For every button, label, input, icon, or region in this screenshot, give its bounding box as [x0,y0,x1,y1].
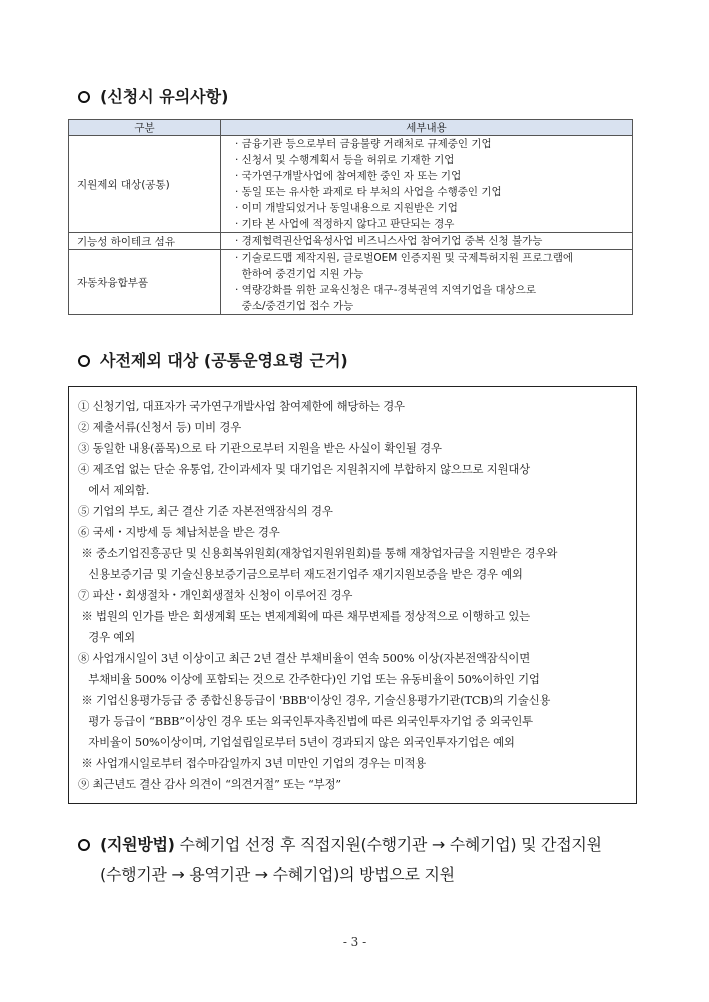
row-category: 자동차융합부품 [69,250,221,315]
exclusion-line: ③ 동일한 내용(품목)으로 타 기관으로부터 지원을 받은 사실이 확인될 경우 [78,441,442,455]
table-header-row [69,120,633,136]
exclusion-line: ② 제출서류(신청서 등) 미비 경우 [78,420,242,434]
notice-table [68,119,633,315]
exclusion-line: ※ 사업개시일로부터 접수마감일까지 3년 미만인 기업의 경우는 미적용 [78,756,427,770]
row-details [221,233,633,250]
support-method-line-1 [78,832,602,855]
circle-bullet-icon [78,91,90,103]
detail-line: · 역량강화를 위한 교육신청은 대구-경북권역 지역기업을 대상으로 [235,284,537,296]
exclusion-line: ※ 중소기업진흥공단 및 신용회복위원회(재창업지원위원회)를 통해 재창업자금을 지원받은 경우와 [78,546,558,560]
detail-line: · 동일 또는 유사한 과제로 타 부처의 사업을 수행중인 기업 [235,186,502,198]
row-details [221,136,633,233]
row-category: 지원제외 대상(공통) [69,136,221,233]
detail-line: · 금융기관 등으로부터 금융불량 거래처로 규제중인 기업 [235,138,492,150]
exclusion-line: ① 신청기업, 대표자가 국가연구개발사업 참여제한에 해당하는 경우 [78,399,405,413]
detail-line: · 기타 본 사업에 적정하지 않다고 판단되는 경우 [235,218,455,230]
exclusion-line: ※ 법원의 인가를 받은 회생계획 또는 변제계획에 따른 채무변제를 정상적으로 이행하고 있는 [78,609,530,623]
table-row [69,250,633,315]
support-method-line-2: (수행기관 → 용역기관 → 수혜기업)의 방법으로 지원 [100,865,455,884]
detail-line: 한하여 중견기업 지원 가능 [235,268,364,280]
section-title-application-notes [78,84,228,107]
row-category: 기능성 하이테크 섬유 [69,233,221,250]
exclusion-line: ⑨ 최근년도 결산 감사 의견이 “의견거절” 또는 “부정” [78,777,341,791]
exclusion-line: ⑦ 파산・회생절차・개인회생절차 신청이 이루어진 경우 [78,588,353,602]
support-method-label: (지원방법) [100,835,175,854]
header-category: 구분 [69,120,221,136]
detail-line: · 이미 개발되었거나 동일내용으로 지원받은 기업 [235,202,458,214]
detail-line: 중소/중견기업 접수 가능 [235,300,354,312]
support-method-text-1: 수혜기업 선정 후 직접지원(수행기관 → 수혜기업) 및 간접지원 [174,835,602,854]
exclusion-line: 부채비율 500% 이상에 포함되는 것으로 간주한다)인 기업 또는 유동비율이 50%이하인 기업 [78,672,540,686]
header-details: 세부내용 [221,120,633,136]
section-title-text: 사전제외 대상 (공통운영요령 근거) [100,351,348,370]
circle-bullet-icon [78,355,90,367]
exclusion-line: ⑤ 기업의 부도, 최근 결산 기준 자본전액잠식의 경우 [78,504,333,518]
exclusion-line: 신용보증기금 및 기술신용보증기금으로부터 재도전기업주 재기지원보증을 받은 경우 예외 [78,567,523,581]
section-title-text: (신청시 유의사항) [100,87,229,106]
exclusion-criteria-box [68,386,637,804]
table-row [69,136,633,233]
detail-line: · 기술로드맵 제작지원, 글로벌OEM 인증지원 및 국제특허지원 프로그램에 [235,252,573,264]
section-title-pre-exclusion [78,348,348,371]
exclusion-line: 평가 등급이 “BBB”이상인 경우 또는 외국인투자촉진법에 따른 외국인투자기업 중 외국인투 [78,714,533,728]
page-number: - 3 - [342,935,367,949]
exclusion-line: 에서 제외함. [78,483,150,497]
exclusion-line: 경우 예외 [78,630,135,644]
detail-line: · 신청서 및 수행계획서 등을 허위로 기재한 기업 [235,154,455,166]
circle-bullet-icon [78,839,90,851]
exclusion-line: ⑥ 국세・지방세 등 체납처분을 받은 경우 [78,525,280,539]
exclusion-line: ⑧ 사업개시일이 3년 이상이고 최근 2년 결산 부채비율이 연속 500% 이상(자본전액잠식이면 [78,651,531,665]
table-row [69,233,633,250]
detail-line: · 경제협력권산업육성사업 비즈니스사업 참여기업 중복 신청 불가능 [235,235,543,247]
row-details [221,250,633,315]
exclusion-line: 자비율이 50%이상이며, 기업설립일로부터 5년이 경과되지 않은 외국인투자기업은 예외 [78,735,515,749]
exclusion-line: ④ 제조업 없는 단순 유통업, 간이과세자 및 대기업은 지원취지에 부합하지 않으므로 지원대상 [78,462,530,476]
exclusion-line: ※ 기업신용평가등급 중 종합신용등급이 'BBB'이상인 경우, 기술신용평가기관(TCB)의 기술신용 [78,693,551,707]
detail-line: · 국가연구개발사업에 참여제한 중인 자 또는 기업 [235,170,462,182]
